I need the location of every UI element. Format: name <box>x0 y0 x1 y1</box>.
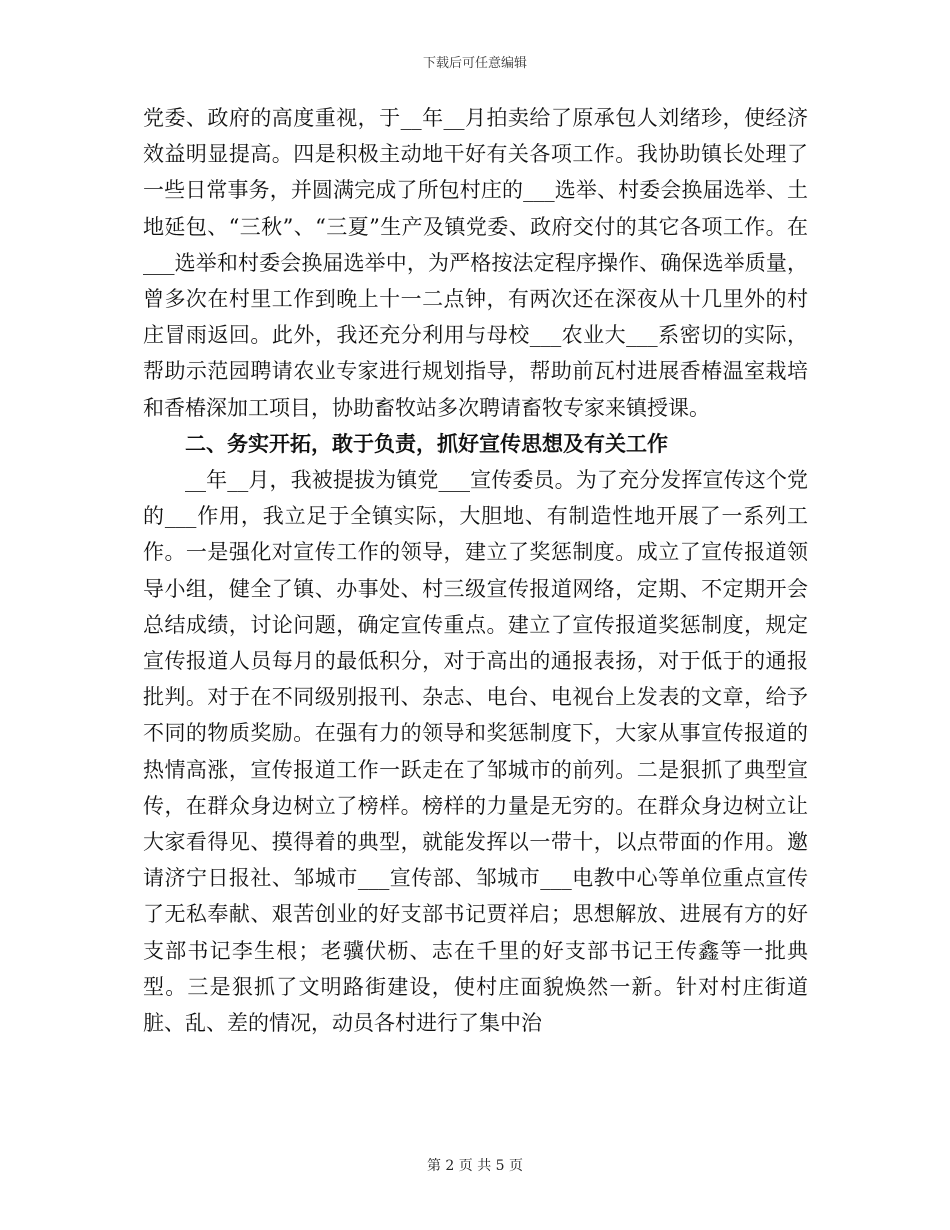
body-paragraph: 党委、政府的高度重视，于__年__月拍卖给了原承包人刘绪珍，使经济效益明显提高。四是积极主动地干好有关各项工作。我协助镇长处理了一些日常事务，并圆满完成了所包村庄的___选举、村委会换届选举、土地延包、“三秋”、“三夏”生产及镇党委、政府交付的其它各项工作。在___选举和村委会换届选举中，为严格按法定程序操作、确保选举质量，曾多次在村里工作到晚上十一二点钟，有两次还在深夜从十几里外的村庄冒雨返回。此外，我还充分利用与母校___农业大___系密切的实际，帮助示范园聘请农业专家进行规划指导，帮助前瓦村进展香椿温室栽培和香椿深加工项目，协助畜牧站多次聘请畜牧专家来镇授课。 <box>143 106 808 420</box>
body-paragraph: __年__月，我被提拔为镇党___宣传委员。为了充分发挥宣传这个党的___作用，我立足于全镇实际，大胆地、有制造性地开展了一系列工作。一是强化对宣传工作的领导，建立了奖惩制度。成立了宣传报道领导小组，健全了镇、办事处、村三级宣传报道网络，定期、不定期开会总结成绩，讨论问题，确定宣传重点。建立了宣传报道奖惩制度，规定宣传报道人员每月的最低积分，对于高出的通报表扬，对于低于的通报批判。对于在不同级别报刊、杂志、电台、电视台上发表的文章，给予不同的物质奖励。在强有力的领导和奖惩制度下，大家从事宣传报道的热情高涨，宣传报道工作一跃走在了邹城市的前列。二是狠抓了典型宣传，在群众身边树立了榜样。榜样的力量是无穷的。在群众身边树立让大家看得见、摸得着的典型，就能发挥以一带十，以点带面的作用。邀请济宁日报社、邹城市___宣传部、邹城市___电教中心等单位重点宣传了无私奉献、艰苦创业的好支部书记贾祥启；思想解放、进展有方的好支部书记李生根；老骥伏枥、志在千里的好支部书记王传鑫等一批典型。三是狠抓了文明路街建设，使村庄面貌焕然一新。针对村庄街道脏、乱、差的情况，动员各村进行了集中治 <box>143 468 808 1036</box>
page-footer: 第 2 页 共 5 页 <box>426 1158 524 1174</box>
page-header: 下载后可任意编辑 <box>422 56 527 71</box>
section-heading: 二、务实开拓，敢于负责，抓好宣传思想及有关工作 <box>185 431 668 456</box>
document-body <box>143 100 808 1041</box>
